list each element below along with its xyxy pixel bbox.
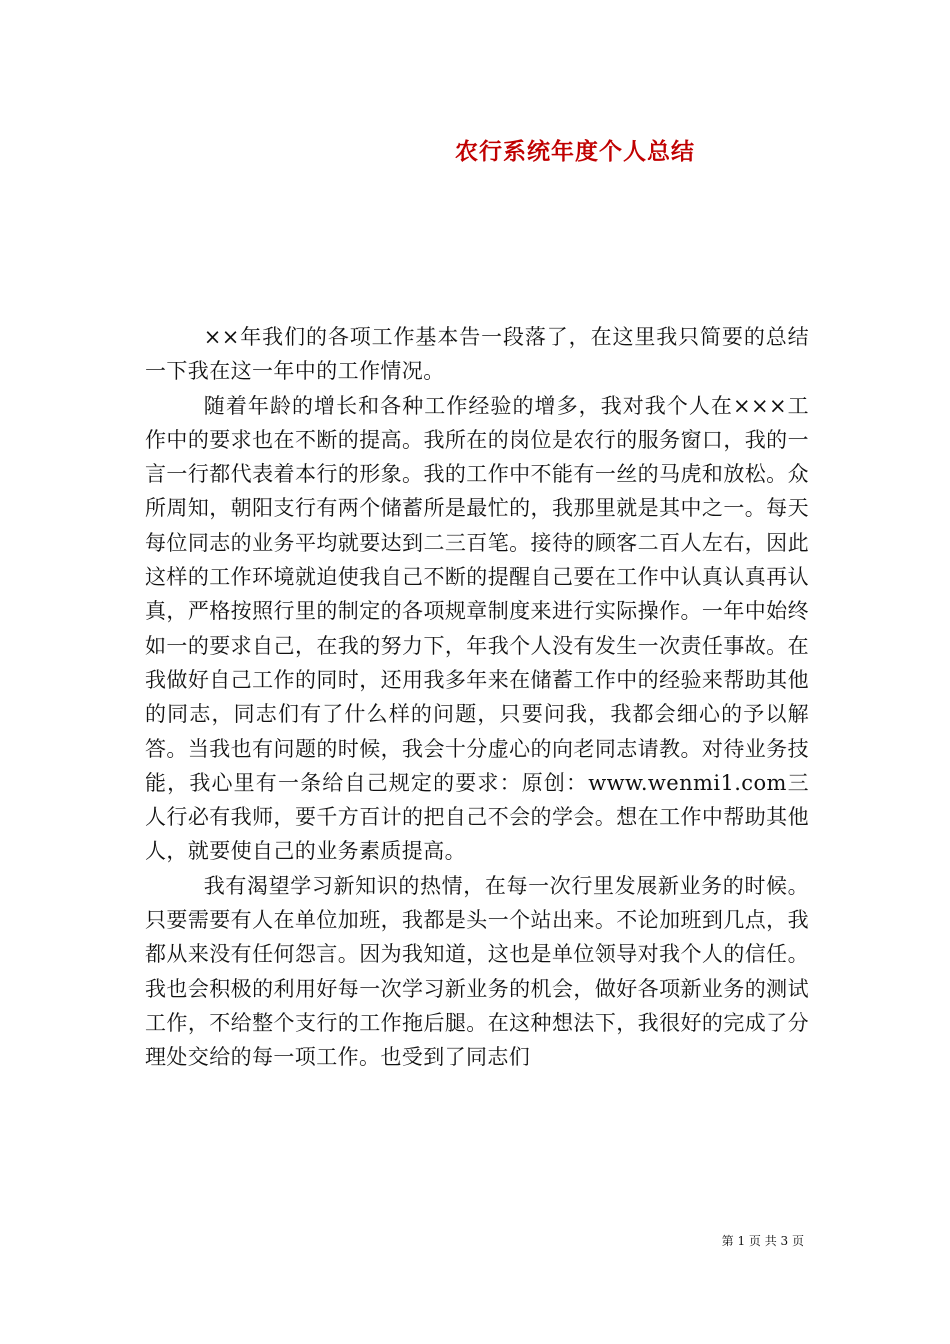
document-title: 农行系统年度个人总结: [455, 138, 695, 165]
paragraph-3: 我有渴望学习新知识的热情，在每一次行里发展新业务的时候。只要需要有人在单位加班，我都是头一个站出来。不论加班到几点，我都从来没有任何怨言。因为我知道，这也是单位领导对我个人的信任。我也会积极的利用好每一次学习新业务的机会，做好各项新业务的测试工作，不给整个支行的工作拖后腿。在这种想法下，我很好的完成了分理处交给的每一项工作。也受到了同志们: [145, 873, 809, 1070]
paragraph-2: 随着年龄的增长和各种工作经验的增多，我对我个人在×××工作中的要求也在不断的提高。我所在的岗位是农行的服务窗口，我的一言一行都代表着本行的形象。我的工作中不能有一丝的马虎和放松。众所周知，朝阳支行有两个储蓄所是最忙的，我那里就是其中之一。每天每位同志的业务平均就要达到二三百笔。接待的顾客二百人左右，因此这样的工作环境就迫使我自己不断的提醒自己要在工作中认真认真再认真，严格按照行里的制定的各项规章制度来进行实际操作。一年中始终如一的要求自己，在我的努力下，年我个人没有发生一次责任事故。在我做好自己工作的同时，还用我多年来在储蓄工作中的经验来帮助其他的同志，同志们有了什么样的问题，只要问我，我都会细心的予以解答。当我也有问题的时候，我会十分虚心的向老同志请教。对待业务技能，我心里有一条给自己规定的要求：原创：www.wenmi1.com三人行必有我师，要千方百计的把自己不会的学会。想在工作中帮助其他人，就要使自己的业务素质提高。: [145, 393, 809, 864]
paragraph-1: ××年我们的各项工作基本告一段落了，在这里我只简要的总结一下我在这一年中的工作情况。: [145, 325, 809, 384]
page-number-footer: 第 1 页 共 3 页: [721, 1234, 804, 1248]
document-body: [145, 320, 809, 1075]
